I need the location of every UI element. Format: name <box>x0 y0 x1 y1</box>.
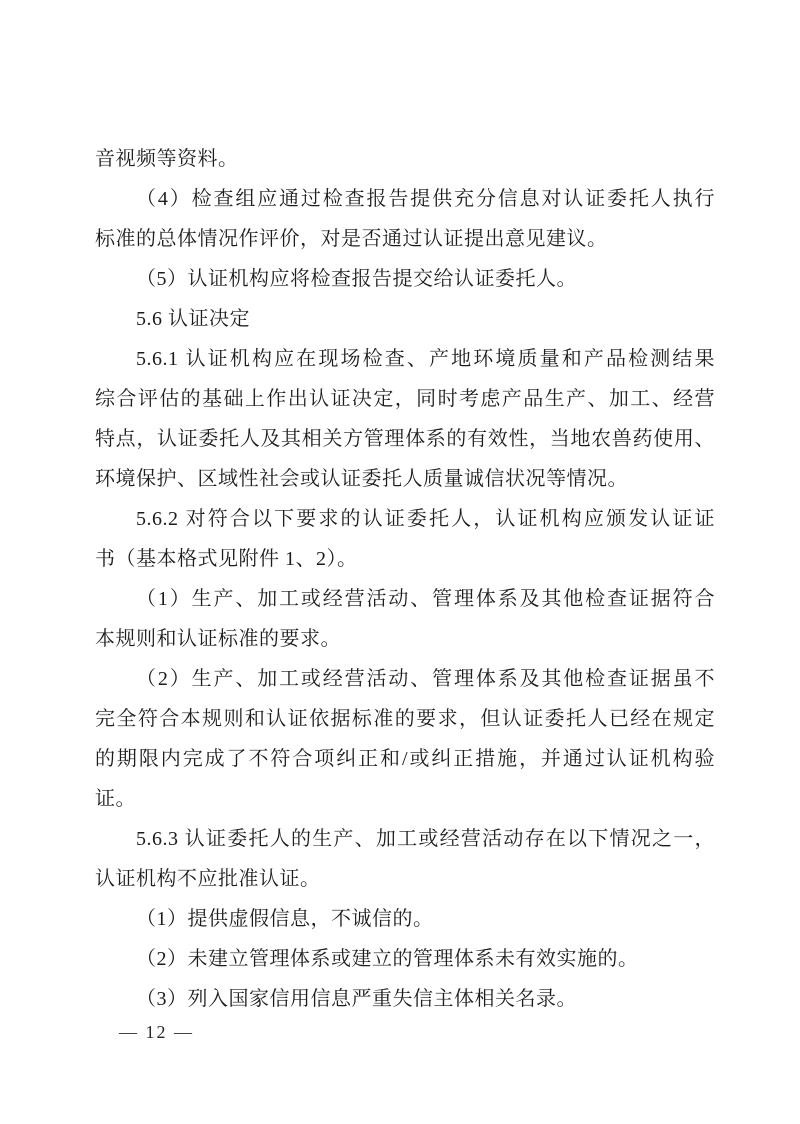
text-line: （4）检查组应通过检查报告提供充分信息对认证委托人执行 <box>136 188 715 210</box>
text-line: 书（基本格式见附件 1、2）。 <box>95 548 358 570</box>
text-line: 认证机构不应批准认证。 <box>95 868 321 890</box>
text-line: 综合评估的基础上作出认证决定，同时考虑产品生产、加工、经营 <box>95 388 715 410</box>
text-line: （2）未建立管理体系或建立的管理体系未有效实施的。 <box>136 948 639 970</box>
text-line: 本规则和认证标准的要求。 <box>95 628 341 650</box>
page-number: — 12 — <box>119 1022 194 1042</box>
page-footer <box>119 1020 194 1044</box>
text-line: 音视频等资料。 <box>95 148 239 170</box>
text-line: 环境保护、区域性社会或认证委托人质量诚信状况等情况。 <box>95 468 628 490</box>
text-line: 5.6 认证决定 <box>136 308 250 330</box>
text-line: 标准的总体情况作评价，对是否通过认证提出意见建议。 <box>95 228 608 250</box>
text-line: 特点，认证委托人及其相关方管理体系的有效性，当地农兽药使用、 <box>95 428 715 450</box>
text-line: 5.6.3 认证委托人的生产、加工或经营活动存在以下情况之一， <box>136 828 715 850</box>
text-line: 完全符合本规则和认证依据标准的要求，但认证委托人已经在规定 <box>95 708 715 730</box>
text-line: 5.6.1 认证机构应在现场检查、产地环境质量和产品检测结果 <box>136 348 715 370</box>
text-line: （1）提供虚假信息，不诚信的。 <box>136 908 434 930</box>
text-line: （1）生产、加工或经营活动、管理体系及其他检查证据符合 <box>136 588 715 610</box>
text-line: （2）生产、加工或经营活动、管理体系及其他检查证据虽不 <box>136 668 715 690</box>
text-line: （5）认证机构应将检查报告提交给认证委托人。 <box>136 268 577 290</box>
text-line: 证。 <box>95 788 136 810</box>
document-body <box>95 139 715 1019</box>
text-line: 5.6.2 对符合以下要求的认证委托人，认证机构应颁发认证证 <box>136 508 715 530</box>
text-line: 的期限内完成了不符合项纠正和/或纠正措施，并通过认证机构验 <box>95 748 715 770</box>
text-line: （3）列入国家信用信息严重失信主体相关名录。 <box>136 988 577 1010</box>
